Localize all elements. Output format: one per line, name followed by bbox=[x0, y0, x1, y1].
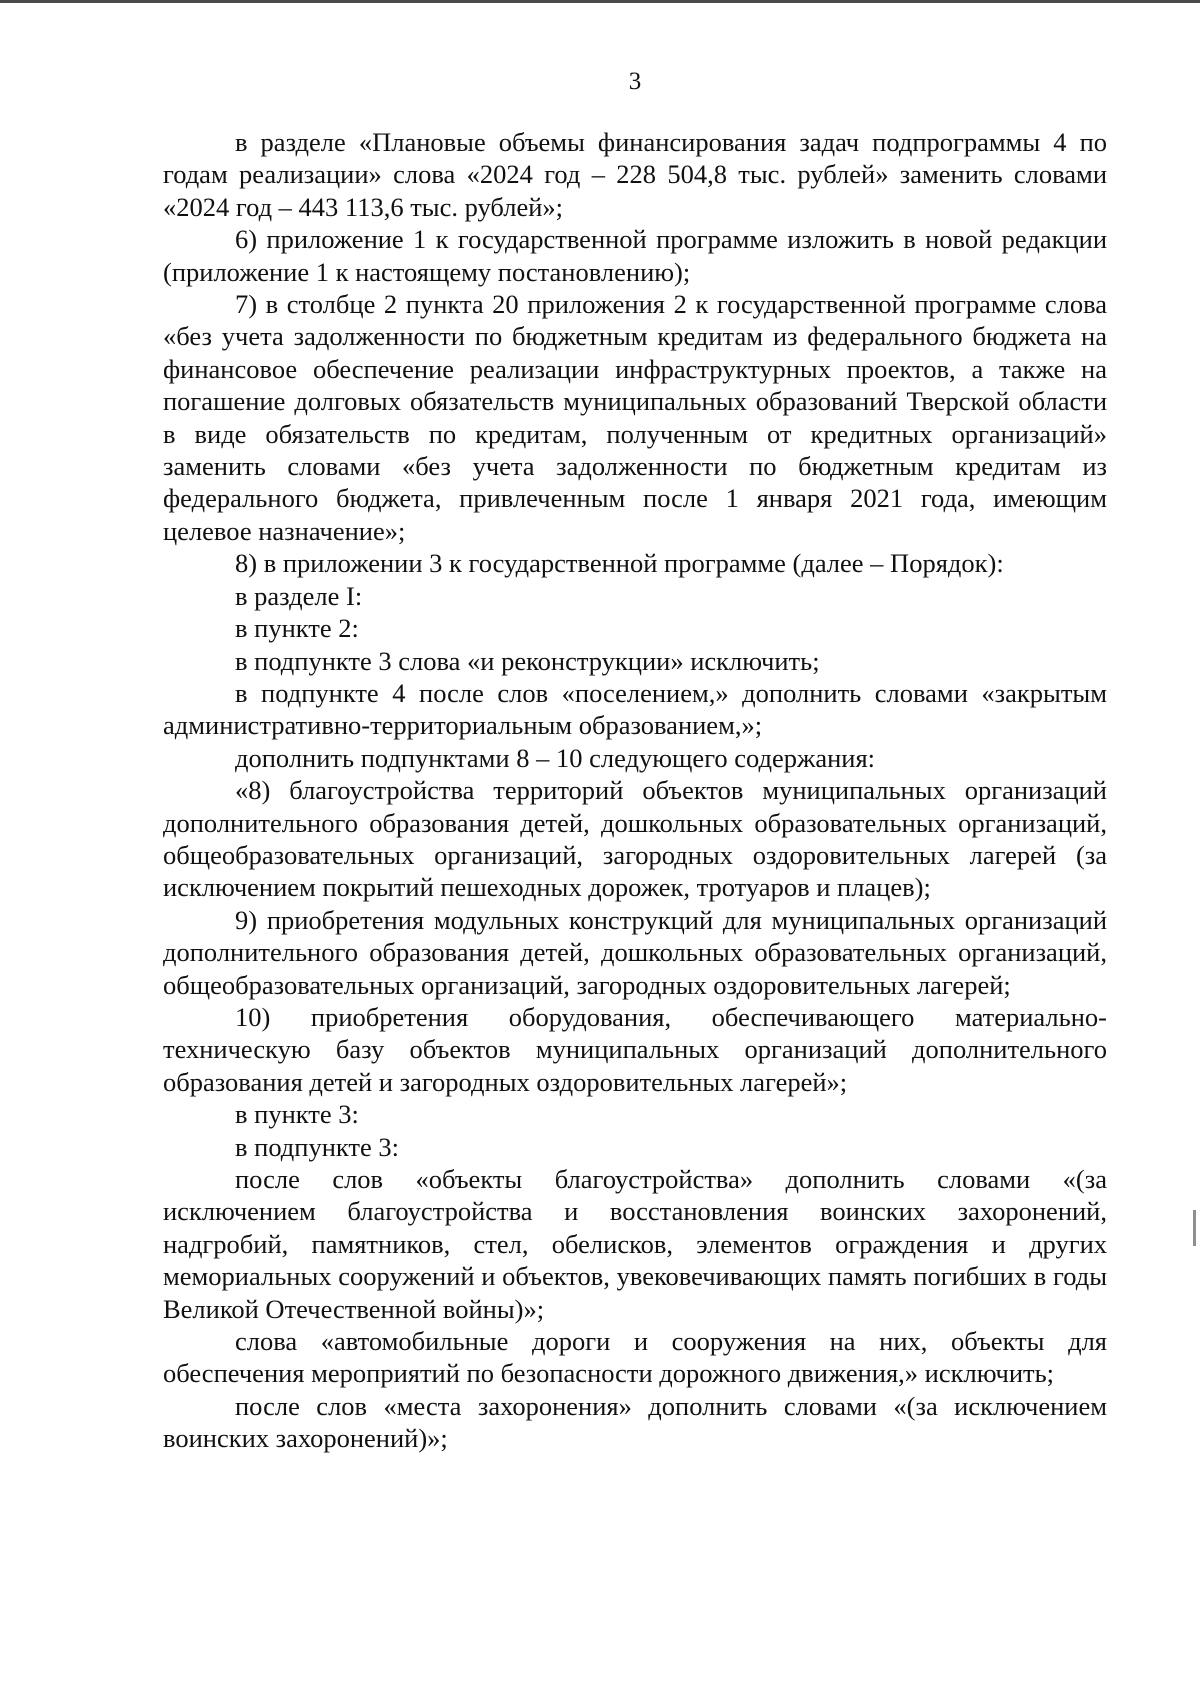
paragraph: в подпункте 3 слова «и реконструкции» исключить; bbox=[235, 645, 820, 676]
paragraph: в подпункте 4 после слов «поселением,» дополнить словами «закрытым административно-территориальным образованием,»; bbox=[163, 677, 1107, 741]
page-number: 3 bbox=[628, 68, 642, 95]
document-body bbox=[163, 126, 1107, 1455]
scan-edge-mark bbox=[1193, 1210, 1196, 1246]
paragraph: дополнить подпунктами 8 – 10 следующего содержания: bbox=[235, 742, 876, 773]
paragraph: 9) приобретения модульных конструкций для муниципальных организаций дополнительного образования детей, дошкольных образовательных организаций, общеобразовательных организаций, загородных оздоровительных лагерей; bbox=[163, 904, 1107, 1000]
paragraph: в пункте 3: bbox=[235, 1099, 359, 1130]
paragraph: 7) в столбце 2 пункта 20 приложения 2 к государственной программе слова «без учета задолженности по бюджетным кредитам из федерального бюджета на финансовое обеспечение реализации инфраструктурных проектов, а также на погашение долговых обязательств муниципальных образований Тверской области в виде обязательств по кредитам, полученным от кредитных организаций» заменить словами «без учета задолженности по бюджетным кредитам из федерального бюджета, привлеченным после 1 января 2021 года, имеющим целевое назначение»; bbox=[163, 289, 1107, 546]
paragraph: 6) приложение 1 к государственной программе изложить в новой редакции (приложение 1 к настоящему постановлению); bbox=[163, 224, 1107, 287]
paragraph: «8) благоустройства территорий объектов муниципальных организаций дополнительного образования детей, дошкольных образовательных организаций, общеобразовательных организаций, загородных оздоровительных лагерей (за исключением покрытий пешеходных дорожек, тротуаров и плацев); bbox=[163, 775, 1107, 903]
paragraph: в разделе «Плановые объемы финансирования задач подпрограммы 4 по годам реализации» слова «2024 год – 228 504,8 тыс. рублей» заменить словами «2024 год – 443 113,6 тыс. рублей»; bbox=[163, 127, 1107, 222]
paragraph: в подпункте 3: bbox=[235, 1131, 400, 1162]
paragraph: в разделе I: bbox=[235, 580, 363, 611]
paragraph: после слов «места захоронения» дополнить словами «(за исключением воинских захоронений)»; bbox=[163, 1390, 1107, 1454]
paragraph: слова «автомобильные дороги и сооружения на них, объекты для обеспечения мероприятий по безопасности дорожного движения,» исключить; bbox=[163, 1326, 1107, 1389]
scan-top-edge bbox=[0, 0, 1200, 3]
paragraph: в пункте 2: bbox=[235, 613, 359, 644]
paragraph: 8) в приложении 3 к государственной программе (далее – Порядок): bbox=[235, 548, 1004, 579]
paragraph: после слов «объекты благоустройства» дополнить словами «(за исключением благоустройства и восстановления воинских захоронений, надгробий, памятников, стел, обелисков, элементов ограждения и других мемориальных сооружений и объектов, увековечивающих память погибших в годы Великой Отечественной войны)»; bbox=[163, 1164, 1107, 1324]
paragraph: 10) приобретения оборудования, обеспечивающего материально-техническую базу объектов муниципальных организаций дополнительного образования детей и загородных оздоровительных лагерей»; bbox=[163, 1001, 1107, 1097]
